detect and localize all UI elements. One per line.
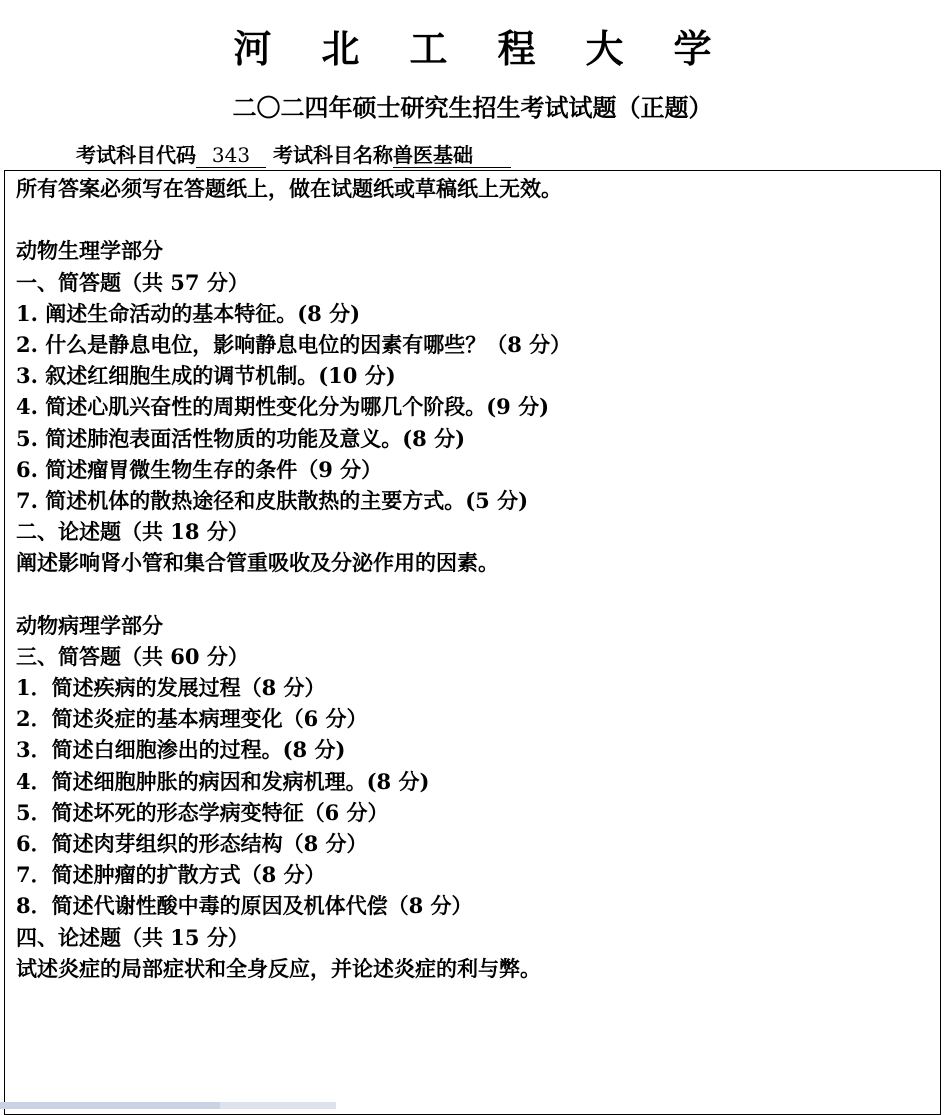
notice-text: 所有答案必须写在答题纸上，做在试题纸或草稿纸上无效。 <box>16 176 562 201</box>
question-item: 7. 简述机体的散热途径和皮肤散热的主要方式。(5 分) <box>16 487 529 513</box>
exam-title: 二〇二四年硕士研究生招生考试试题（正题） <box>232 93 713 122</box>
question-item: 4. 简述心肌兴奋性的周期性变化分为哪几个阶段。(9 分) <box>16 394 550 420</box>
section-one-title: 一、简答题（共 57 分） <box>16 269 249 295</box>
question-item: 2．简述炎症的基本病理变化（6 分） <box>16 706 368 732</box>
question-item: 3. 叙述红细胞生成的调节机制。(10 分) <box>16 363 396 389</box>
question-item: 4．简述细胞肿胀的病因和发病机理。(8 分) <box>16 768 430 794</box>
viewer-scrollbar[interactable] <box>0 1102 336 1109</box>
question-item: 6．简述肉芽组织的形态结构（8 分） <box>16 830 368 856</box>
subject-code: 343 <box>196 143 266 168</box>
essay-question: 试述炎症的局部症状和全身反应，并论述炎症的利与弊。 <box>16 955 541 981</box>
physiology-part-title: 动物生理学部分 <box>16 238 163 264</box>
question-item: 1. 阐述生命活动的基本特征。(8 分) <box>16 300 361 326</box>
question-item: 5. 简述肺泡表面活性物质的功能及意义。(8 分) <box>16 425 466 451</box>
pathology-part-title: 动物病理学部分 <box>16 612 163 638</box>
subject-info <box>76 140 511 170</box>
section-four-title: 四、论述题（共 15 分） <box>16 924 249 950</box>
question-item: 6. 简述瘤胃微生物生存的条件（9 分） <box>16 456 383 482</box>
question-item: 5．简述坏死的形态学病变特征（6 分） <box>16 799 389 825</box>
scrollbar-thumb[interactable] <box>0 1102 220 1109</box>
section-three-title: 三、简答题（共 60 分） <box>16 643 249 669</box>
university-title: 河北工程大学 <box>233 26 762 71</box>
spacer <box>16 204 931 235</box>
spacer <box>16 578 931 609</box>
essay-question: 阐述影响肾小管和集合管重吸收及分泌作用的因素。 <box>16 550 499 576</box>
question-item: 3．简述白细胞渗出的过程。(8 分) <box>16 737 346 763</box>
exam-content <box>16 173 931 984</box>
question-item: 2. 什么是静息电位，影响静息电位的因素有哪些？（8 分） <box>16 331 572 357</box>
question-item: 7．简述肿瘤的扩散方式（8 分） <box>16 862 326 888</box>
subject-name: 兽医基础 <box>393 143 511 168</box>
subject-code-label: 考试科目代码 <box>76 143 196 167</box>
question-item: 8．简述代谢性酸中毒的原因及机体代偿（8 分） <box>16 893 473 919</box>
section-two-title: 二、论述题（共 18 分） <box>16 519 249 545</box>
subject-name-label: 考试科目名称 <box>272 143 393 167</box>
question-item: 1．简述疾病的发展过程（8 分） <box>16 675 326 700</box>
